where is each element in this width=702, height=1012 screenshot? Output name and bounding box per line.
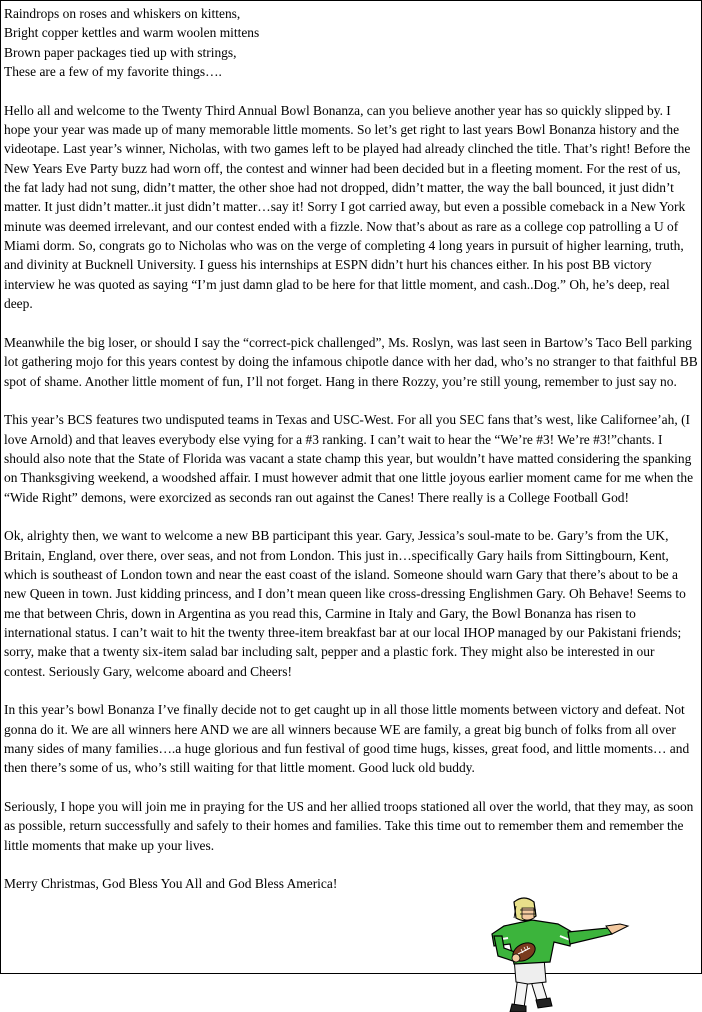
- football-player-icon: [480, 896, 630, 1012]
- paragraph-troops: Seriously, I hope you will join me in praying for the US and her allied troops stationed all over the world, that they may, as soon as possible, return successfully and safely to their homes and families. Take this time out to remember them and remember the little moments that make up your lives.: [4, 799, 694, 853]
- poem: [4, 4, 698, 81]
- letter-body: [4, 4, 698, 894]
- paragraph-big-loser: Meanwhile the big loser, or should I say the “correct-pick challenged”, Ms. Roslyn, was last seen in Bartow’s Taco Bell parking lot gathering mojo for this years contest by doing the infamous chipotle dance with her dad, who’s no stranger to that faithful BB spot of shame. Another little moment of fun, I’ll not forget. Hang in there Rozzy, you’re still young, remember to just say no.: [4, 334, 698, 389]
- poem-line: Brown paper packages tied up with strings,: [4, 44, 237, 60]
- poem-line: These are a few of my favorite things….: [4, 64, 222, 80]
- poem-line: Bright copper kettles and warm woolen mittens: [4, 25, 260, 41]
- poem-line: Raindrops on roses and whiskers on kittens,: [4, 6, 241, 21]
- closing-line: Merry Christmas, God Bless You All and God Bless America!: [4, 876, 338, 892]
- paragraph-winners: In this year’s bowl Bonanza I’ve finally decide not to get caught up in all those little moments between victory and defeat. Not gonna do it. We are all winners here AND we are all winners because WE are family, a great big bunch of folks from all over many sides of many families….a huge glorious and fun festival of good time hugs, kisses, great food, and little moments… and then there’s some of us, who’s still waiting for that little moment. Good luck old buddy.: [4, 702, 690, 776]
- paragraph-bcs: This year’s BCS features two undisputed teams in Texas and USC-West. For all you SEC fans that’s west, like Californee’ah, (I love Arnold) and that leaves everybody else vying for a #3 ranking. I can’t wait to hear the “We’re #3! We’re #3!”chants. I should also note that the State of Florida was vacant a state champ this year, but wouldn’t have matted considering the spanking on Thanksgiving weekend, a woodshed affair. I must however admit that one little joyous earlier moment came for me when the “Wide Right” demons, were exorcized as seconds ran out against the Canes! There really is a College Football God!: [4, 412, 694, 505]
- paragraph-welcome: Hello all and welcome to the Twenty Third Annual Bowl Bonanza, can you believe another year has so quickly slipped by. I hope your year was made up of many memorable little moments. So let’s get right to last years Bowl Bonanza history and the videotape. Last year’s winner, Nicholas, with two games left to be played had already clinched the title. That’s right! Before the New Years Eve Party buzz had worn off, the contest and winner had been decided but in a fleeting moment. For the rest of us, the fat lady had not sung, didn’t matter, the other shoe had not dropped, didn’t matter, the way the ball bounced, it just didn’t matter. It just didn’t matter..it just didn’t matter…say it! Sorry I got carried away, but even a possible comeback in a New York minute was deemed irrelevant, and our contest ended with a fizzle. Now that’s about as rare as a college cop patrolling a U of Miami dorm. So, congrats go to Nicholas who was on the verge of completing 4 long years in pursuit of higher learning, truth, and divinity at Bucknell University. I guess his internships at ESPN didn’t hurt his chances either. In his post BB victory interview he was quoted as saying “I’m just damn glad to be here for that little moment, and cash..Dog.” Oh, he’s deep, real deep.: [4, 102, 691, 312]
- paragraph-new-participant: Ok, alrighty then, we want to welcome a new BB participant this year. Gary, Jessica’s soul-mate to be. Gary’s from the UK, Britain, England, over there, over seas, and not from London. This just in…specifically Gary hails from Sittingbourn, Kent, which is southeast of London town and near the east coast of the island. Someone should warn Gary that there’s about to be a new Queen in town. Just kidding princess, and I don’t mean queen like cross-dressing Englishmen Gary. Oh Behave! Seems to me that between Chris, down in Argentina as you read this, Carmine in Italy and Gary, the Bowl Bonanza has risen to international status. I can’t wait to hit the twenty three-item breakfast bar at our local IHOP managed by our Pakistani friends; sorry, make that a twenty six-item salad bar including salt, pepper and a plastic fork. They might also be interested in our contest. Seriously Gary, welcome aboard and Cheers!: [4, 528, 686, 679]
